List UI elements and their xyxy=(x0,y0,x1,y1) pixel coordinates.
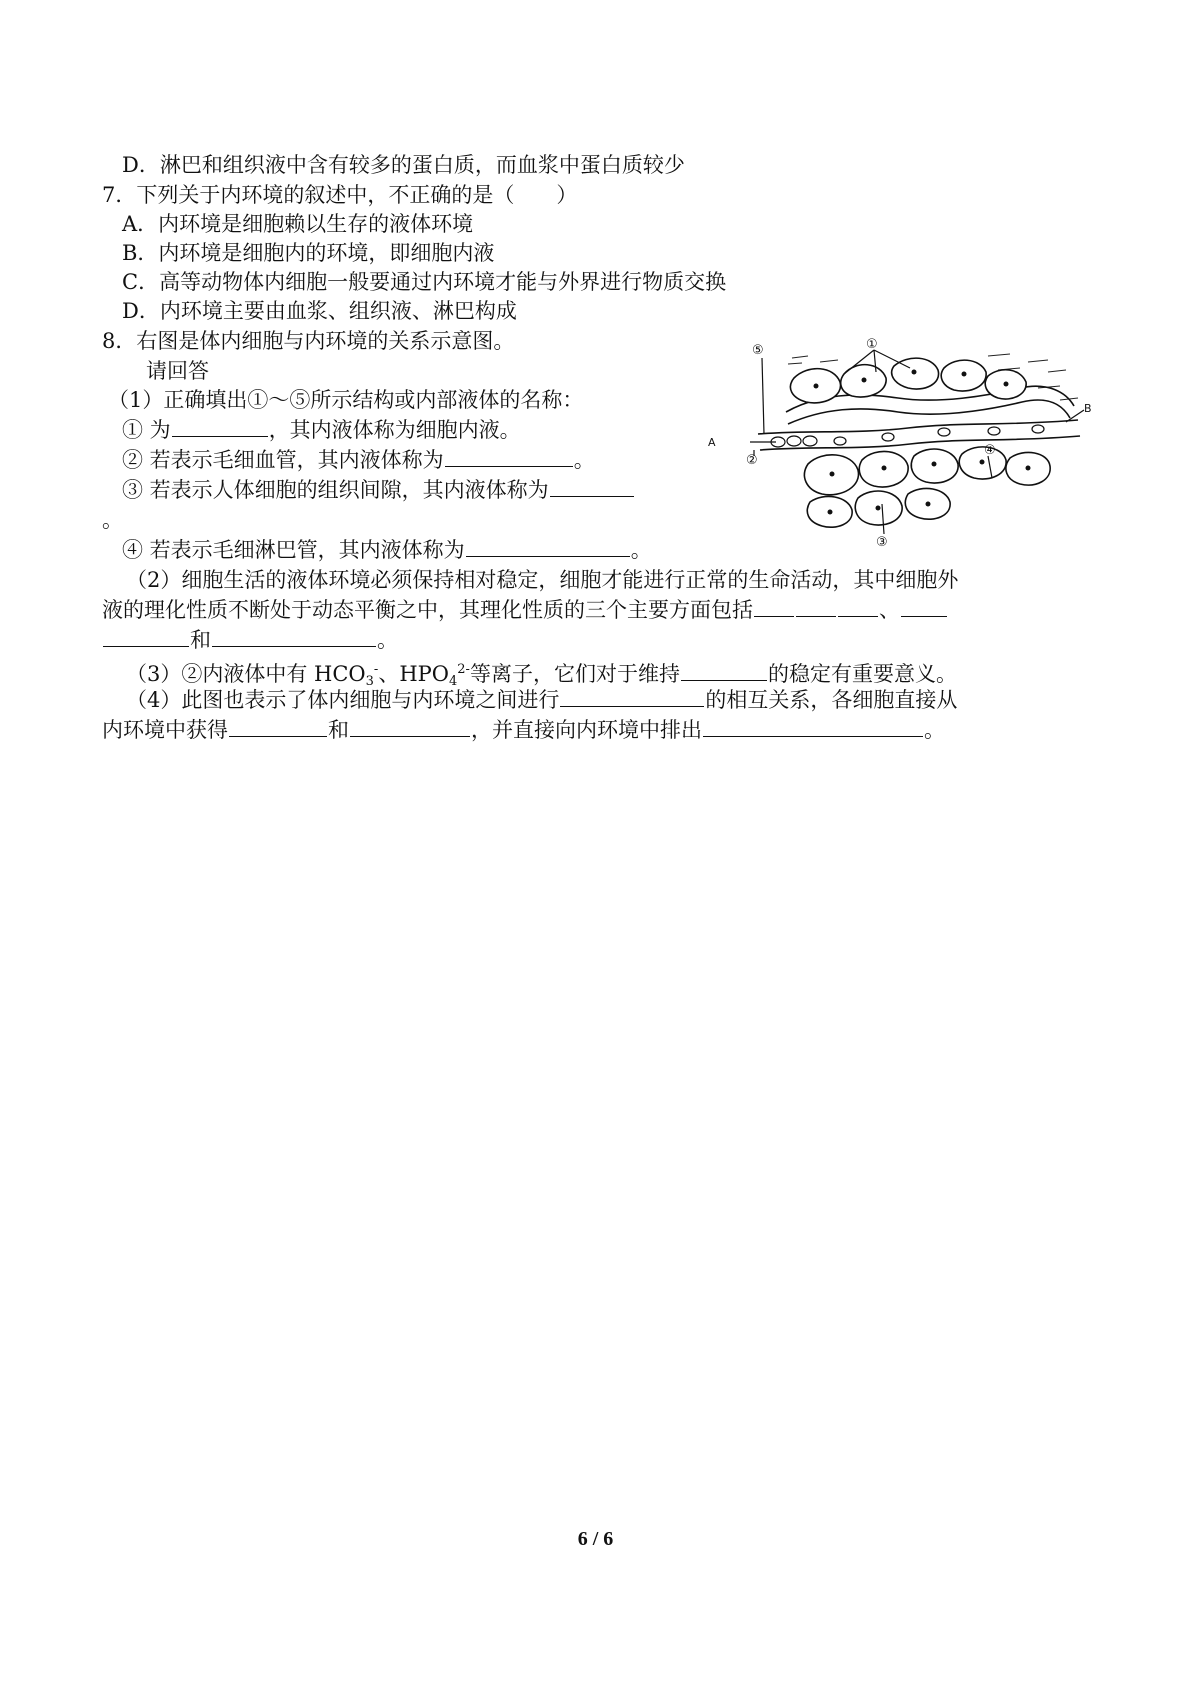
q8-part4-line1-prefix: （4）此图也表示了体内细胞与内环境之间进行 xyxy=(126,688,560,712)
q8-item4-suffix: 。 xyxy=(630,538,652,562)
q8-item2-suffix: 。 xyxy=(573,448,595,472)
q8-part1-intro: （1）正确填出①～⑤所示结构或内部液体的名称： xyxy=(108,388,584,412)
answer-blank-10[interactable] xyxy=(229,716,327,737)
answer-blank-4[interactable] xyxy=(466,536,630,557)
q8-part3-suffix: 的稳定有重要意义。 xyxy=(767,662,957,686)
q8-part4-line2 xyxy=(102,716,945,744)
label-3: ③ xyxy=(876,535,888,550)
q7-stem: 7．下列关于内环境的叙述中，不正确的是（ ） xyxy=(102,183,578,207)
answer-blank-11[interactable] xyxy=(350,716,470,737)
q8-part2-end: 。 xyxy=(377,628,398,652)
page-number: 6 / 6 xyxy=(577,1528,614,1550)
q7-option-b: B．内环境是细胞内的环境，即细胞内液 xyxy=(122,241,495,265)
q8-part4-line2-prefix: 内环境中获得 xyxy=(102,718,228,742)
q8-part3-after: 等离子，它们对于维持 xyxy=(469,662,680,686)
q8-part4-line1-suffix: 的相互关系，各细胞直接从 xyxy=(705,688,958,712)
cell-environment-diagram xyxy=(708,337,1094,552)
q7-option-c: C．高等动物体内细胞一般要通过内环境才能与外界进行物质交换 xyxy=(122,270,727,294)
q8-prompt: 请回答 xyxy=(146,359,209,383)
label-1: ① xyxy=(866,337,878,352)
answer-blank-8[interactable] xyxy=(681,660,767,681)
answer-blank-9[interactable] xyxy=(560,686,704,707)
q8-part2-line2 xyxy=(102,596,948,624)
q8-part4-mid: ，并直接向内环境中排出 xyxy=(471,718,702,742)
answer-blank-6b[interactable] xyxy=(103,626,189,647)
answer-blank-3[interactable] xyxy=(550,476,634,497)
q8-part2-sep: 、 xyxy=(879,598,900,622)
answer-blank-6a[interactable] xyxy=(901,596,947,617)
q7-option-a: A．内环境是细胞赖以生存的液体环境 xyxy=(122,212,474,236)
q8-item1-suffix: ，其内液体称为细胞内液。 xyxy=(268,418,521,442)
q8-part4-and: 和 xyxy=(328,718,349,742)
q6-option-d: D．淋巴和组织液中含有较多的蛋白质，而血浆中蛋白质较少 xyxy=(122,153,685,177)
q8-item3-wrap: 。 xyxy=(102,508,123,532)
q8-item1 xyxy=(122,416,521,444)
answer-blank-5b[interactable] xyxy=(796,596,836,617)
q8-part3-sub1: 3 xyxy=(365,674,374,689)
q8-part3-sub2: 4 xyxy=(449,674,458,689)
label-a: A xyxy=(708,436,716,449)
label-5: ⑤ xyxy=(752,343,764,358)
q8-item4 xyxy=(122,536,652,564)
q8-part3-prefix: （3）②内液体中有 HCO xyxy=(126,662,366,686)
q8-item4-prefix: ④ 若表示毛细淋巴管，其内液体称为 xyxy=(122,538,465,562)
q8-item3 xyxy=(122,476,635,504)
q8-item1-prefix: ① 为 xyxy=(122,418,171,442)
answer-blank-7[interactable] xyxy=(212,626,376,647)
answer-blank-1[interactable] xyxy=(172,416,268,437)
q8-part3-sup1: - xyxy=(373,662,379,677)
q7-option-d: D．内环境主要由血浆、组织液、淋巴构成 xyxy=(122,299,517,323)
answer-blank-2[interactable] xyxy=(445,446,573,467)
q8-part2-line2-prefix: 液的理化性质不断处于动态平衡之中，其理化性质的三个主要方面包括 xyxy=(102,598,753,622)
q8-part4-line1 xyxy=(126,686,957,714)
q8-part2-line3 xyxy=(102,626,398,654)
q8-part3-mid: 、HPO xyxy=(378,662,449,686)
q8-part4-end: 。 xyxy=(924,718,945,742)
answer-blank-5c[interactable] xyxy=(838,596,878,617)
label-2: ② xyxy=(746,453,758,468)
q8-part3-sup2: 2- xyxy=(457,662,470,677)
answer-blank-12[interactable] xyxy=(703,716,923,737)
q8-item2-prefix: ② 若表示毛细血管，其内液体称为 xyxy=(122,448,444,472)
q8-item2 xyxy=(122,446,595,474)
q8-part2-line1: （2）细胞生活的液体环境必须保持相对稳定，细胞才能进行正常的生命活动，其中细胞外 xyxy=(126,568,959,592)
q8-stem: 8．右图是体内细胞与内环境的关系示意图。 xyxy=(102,329,515,353)
q8-item3-prefix: ③ 若表示人体细胞的组织间隙，其内液体称为 xyxy=(122,478,549,502)
label-4: ④ xyxy=(984,443,996,458)
q8-part2-and: 和 xyxy=(190,628,211,652)
answer-blank-5a[interactable] xyxy=(754,596,794,617)
label-b: B xyxy=(1084,402,1092,415)
